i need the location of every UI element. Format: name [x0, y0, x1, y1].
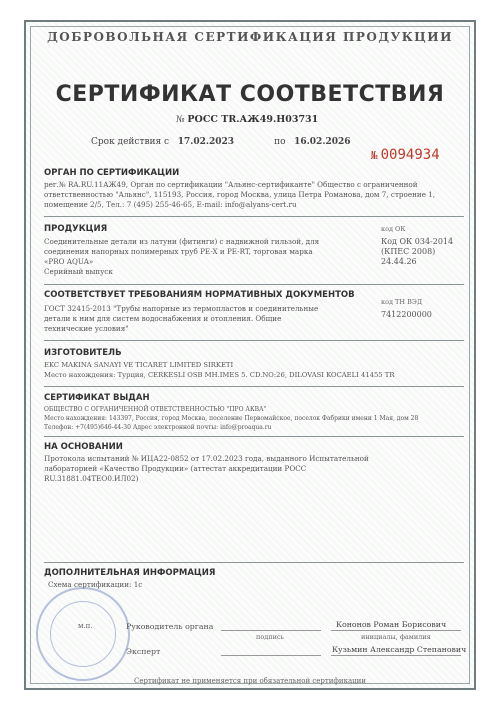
product-line: соединения напорных полимерных труб PE-X и PE-RT, торговая марка — [44, 247, 313, 256]
cert-body-heading: ОРГАН ПО СЕРТИФИКАЦИИ — [44, 168, 180, 178]
issued-to-line: Телефон: +7(495)646-44-30 Адрес электронной почты: info@proaqua.ru — [44, 424, 272, 431]
product-code-label: код ОК — [381, 225, 406, 233]
registration-value: РОСС TR.АЖ49.Н03731 — [187, 114, 319, 125]
stamp-mark: м.п. — [78, 622, 93, 630]
tnved-code: 7412200000 — [381, 310, 432, 319]
validity-label: Срок действия с — [91, 137, 170, 147]
product-text — [44, 237, 369, 277]
issued-to-line: Место нахождения: 143397, Россия, город Москва, поселение Первомайское, поселок Фабрики имени 1 Мая, дом 28 — [44, 415, 419, 422]
certification-system-name: ДОБРОВОЛЬНАЯ СЕРТИФИКАЦИЯ ПРОДУКЦИИ — [47, 30, 453, 44]
requirements-heading: СООТВЕТСТВУЕТ ТРЕБОВАНИЯМ НОРМАТИВНЫХ ДОКУМЕНТОВ — [44, 290, 355, 300]
requirements-line: технические условия" — [44, 324, 129, 333]
validity-from: 17.02.2023 — [177, 137, 235, 147]
divider — [44, 340, 464, 341]
head-name: Кононов Роман Борисович — [336, 620, 447, 629]
basis-text — [44, 454, 464, 484]
basis-line: Протокола испытаний № ИЦА22-0852 от 17.02.2023 года, выданного Испытательной — [44, 454, 369, 463]
footer-note: Сертификат не применяется при обязательной сертификации — [134, 677, 366, 685]
additional-heading: ДОПОЛНИТЕЛЬНАЯ ИНФОРМАЦИЯ — [44, 568, 216, 578]
expert-signature-line — [221, 655, 321, 656]
product-code-line: 24.44.26 — [381, 257, 417, 266]
cert-body-text — [44, 180, 464, 210]
additional-line: Схема сертификации: 1с — [48, 580, 143, 589]
basis-heading: НА ОСНОВАНИИ — [44, 442, 123, 452]
certificate-sheet — [24, 20, 476, 690]
head-label: Руководитель органа — [126, 622, 214, 631]
divider — [44, 562, 464, 563]
cert-body-line: рег.№ RA.RU.11АЖ49, Орган по сертификации "Альянс-сертификанте" Общество с ограниченной — [44, 180, 418, 189]
product-code — [381, 237, 453, 267]
requirements-text — [44, 304, 369, 334]
serial-prefix: № — [371, 149, 378, 162]
validity-to-label: по — [274, 137, 286, 147]
cert-body-line: ответственностью "Альянс", 115193, Россия, город Москва, улица Петра Романова, дом 7, строение 1, — [44, 190, 436, 199]
registration-label: № — [176, 115, 185, 125]
product-line: Соединительные детали из латуни (фитинги) с надвижной гильзой, для — [44, 237, 320, 246]
cert-body-line: помещение 2/5, Тел.: 7 (495) 255-46-65, E-mail: info@alyans-cert.ru — [44, 200, 297, 209]
product-line: Серийный выпуск — [44, 267, 113, 276]
name-hint: инициалы, фамилия — [361, 633, 431, 641]
basis-line: лабораторией «Качество Продукции» (аттестат аккредитации РОСС — [44, 464, 307, 473]
expert-name-line — [331, 655, 461, 656]
serial-value: 0094934 — [380, 147, 440, 163]
issued-to-heading: СЕРТИФИКАТ ВЫДАН — [44, 393, 150, 403]
issued-to-text — [44, 405, 464, 432]
product-heading: ПРОДУКЦИЯ — [44, 224, 108, 234]
product-code-line: Код ОК 034-2014 — [381, 237, 454, 246]
expert-name: Кузьмин Александр Степанович — [332, 645, 467, 654]
manufacturer-heading: ИЗГОТОВИТЕЛЬ — [44, 348, 122, 358]
serial-number — [371, 147, 440, 163]
requirements-line: ГОСТ 32415-2013 "Трубы напорные из термопластов и соединительные — [44, 304, 319, 313]
manufacturer-text — [44, 360, 464, 380]
validity-to: 16.02.2026 — [294, 137, 351, 147]
divider — [44, 436, 464, 437]
divider — [44, 284, 464, 285]
issued-to-line: ОБЩЕСТВО С ОГРАНИЧЕННОЙ ОТВЕТСТВЕННОСТЬЮ "ПРО АКВА" — [44, 406, 267, 413]
sign-hint: подпись — [256, 633, 285, 641]
manufacturer-line: Место нахождения: Турция, CERKESLI OSB MH.IMES 5. CD.NO:26, DILOVASI KOCAELI 41455 TR — [44, 371, 395, 379]
divider — [44, 216, 464, 217]
head-name-line — [331, 630, 461, 631]
tnved-label: код ТН ВЭД — [381, 298, 423, 306]
manufacturer-line: EKC MAKINA SANAYI VE TICARET LIMITED SIRKETI — [44, 361, 234, 369]
product-code-line: (КПЕС 2008) — [381, 247, 436, 256]
validity-period — [91, 137, 351, 147]
certificate-title: СЕРТИФИКАТ СООТВЕТСТВИЯ — [55, 82, 445, 107]
certification-stamp — [36, 587, 130, 681]
basis-line: RU.31881.04ТЕО0.ИЛ02) — [44, 474, 139, 483]
requirements-line: детали к ним для систем водоснабжения и отопления. Общие — [44, 314, 282, 323]
registration-number — [176, 114, 318, 125]
product-line: «PRO AQUA» — [44, 257, 94, 266]
head-signature-line — [221, 630, 321, 631]
divider — [44, 386, 464, 387]
expert-label: Эксперт — [126, 647, 161, 656]
